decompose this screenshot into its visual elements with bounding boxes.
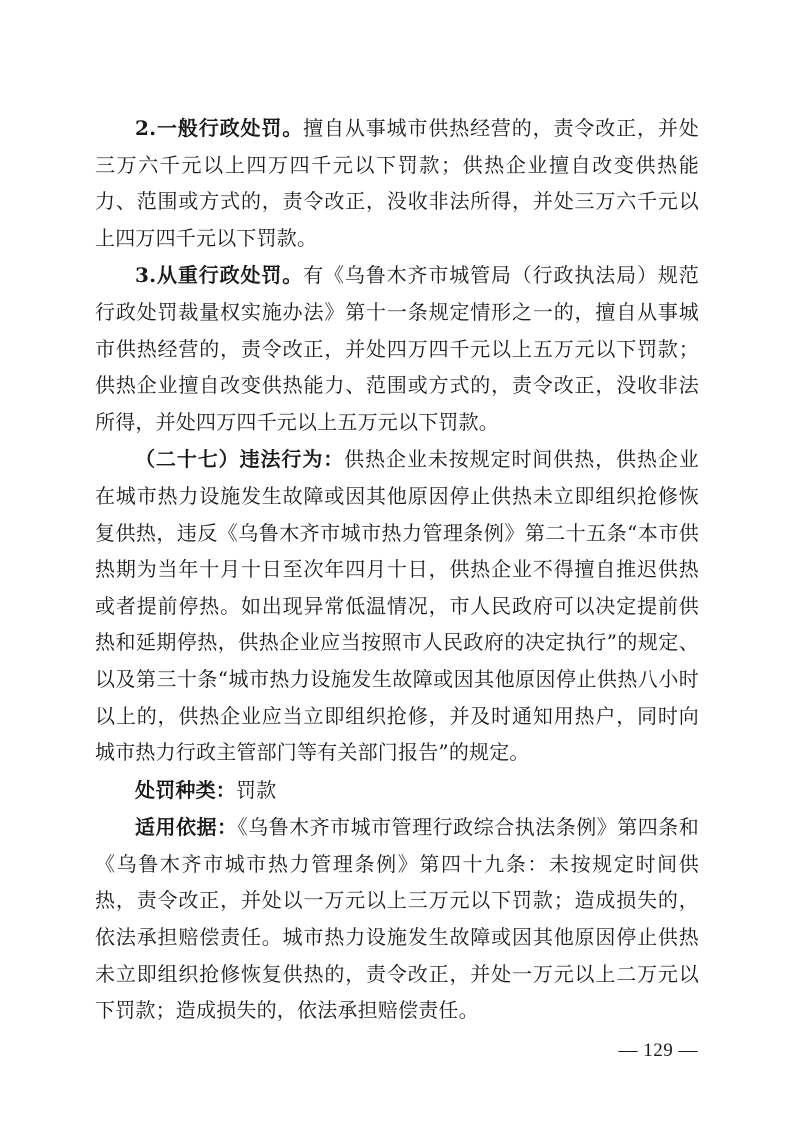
paragraph-legal-basis [95, 809, 699, 1029]
paragraph-heavier-penalty [95, 257, 699, 440]
paragraph-lead: 适用依据： [135, 815, 238, 840]
paragraph-lead: 处罚种类： [135, 777, 236, 802]
paragraph-lead: 2.一般行政处罚。 [135, 116, 304, 140]
paragraph-penalty-type [95, 772, 699, 809]
page-number: — 129 — [618, 1040, 698, 1061]
paragraph-text: 有《乌鲁木齐市城管局（行政执法局）规范行政处罚裁量权实施办法》第十一条规定情形之一的，擅自从事城市供热经营的，责令改正，并处四万四千元以上五万元以下罚款；供热企业擅自改变供热能力、范围或方式的，责令改正，没收非法所得，并处四万四千元以上五万元以下罚款。 [95, 263, 699, 434]
paragraph-lead: 3.从重行政处罚。 [135, 263, 304, 288]
document-body [95, 110, 699, 1030]
paragraph-text: 罚款 [236, 777, 277, 802]
paragraph-text: 擅自从事城市供热经营的，责令改正，并处三万六千元以上四万四千元以下罚款；供热企业擅自改变供热能力、范围或方式的，责令改正，没收非法所得，并处三万六千元以上四万四千元以下罚款。 [95, 116, 699, 250]
paragraph-text: 供热企业未按规定时间供热，供热企业在城市热力设施发生故障或因其他原因停止供热未立即组织抢修恢复供热，违反《乌鲁木齐市城市热力管理条例》第二十五条“本市供热期为当年十月十日至次年四月十日，供热企业不得擅自推迟供热或者提前停热。如出现异常低温情况，市人民政府可以决定提前供热和延期停热，供热企业应当按照市人民政府的决定执行”的规定、以及第三十条“城市热力设施发生故障或因其他原因停止供热八小时以上的，供热企业应当立即组织抢修，并及时通知用热户，同时向城市热力行政主管部门等有关部门报告”的规定。 [95, 447, 699, 765]
paragraph-general-penalty [95, 110, 699, 256]
paragraph-violation-27 [95, 441, 699, 770]
paragraph-lead: （二十七）违法行为： [135, 447, 345, 472]
paragraph-text: 《乌鲁木齐市城市管理行政综合执法条例》第四条和《乌鲁木齐市城市热力管理条例》第四十九条：未按规定时间供热，责令改正，并处以一万元以上三万元以下罚款；造成损失的，依法承担赔偿责任。城市热力设施发生故障或因其他原因停止供热未立即组织抢修恢复供热的，责令改正，并处一万元以上二万元以下罚款；造成损失的，依法承担赔偿责任。 [95, 815, 699, 1023]
